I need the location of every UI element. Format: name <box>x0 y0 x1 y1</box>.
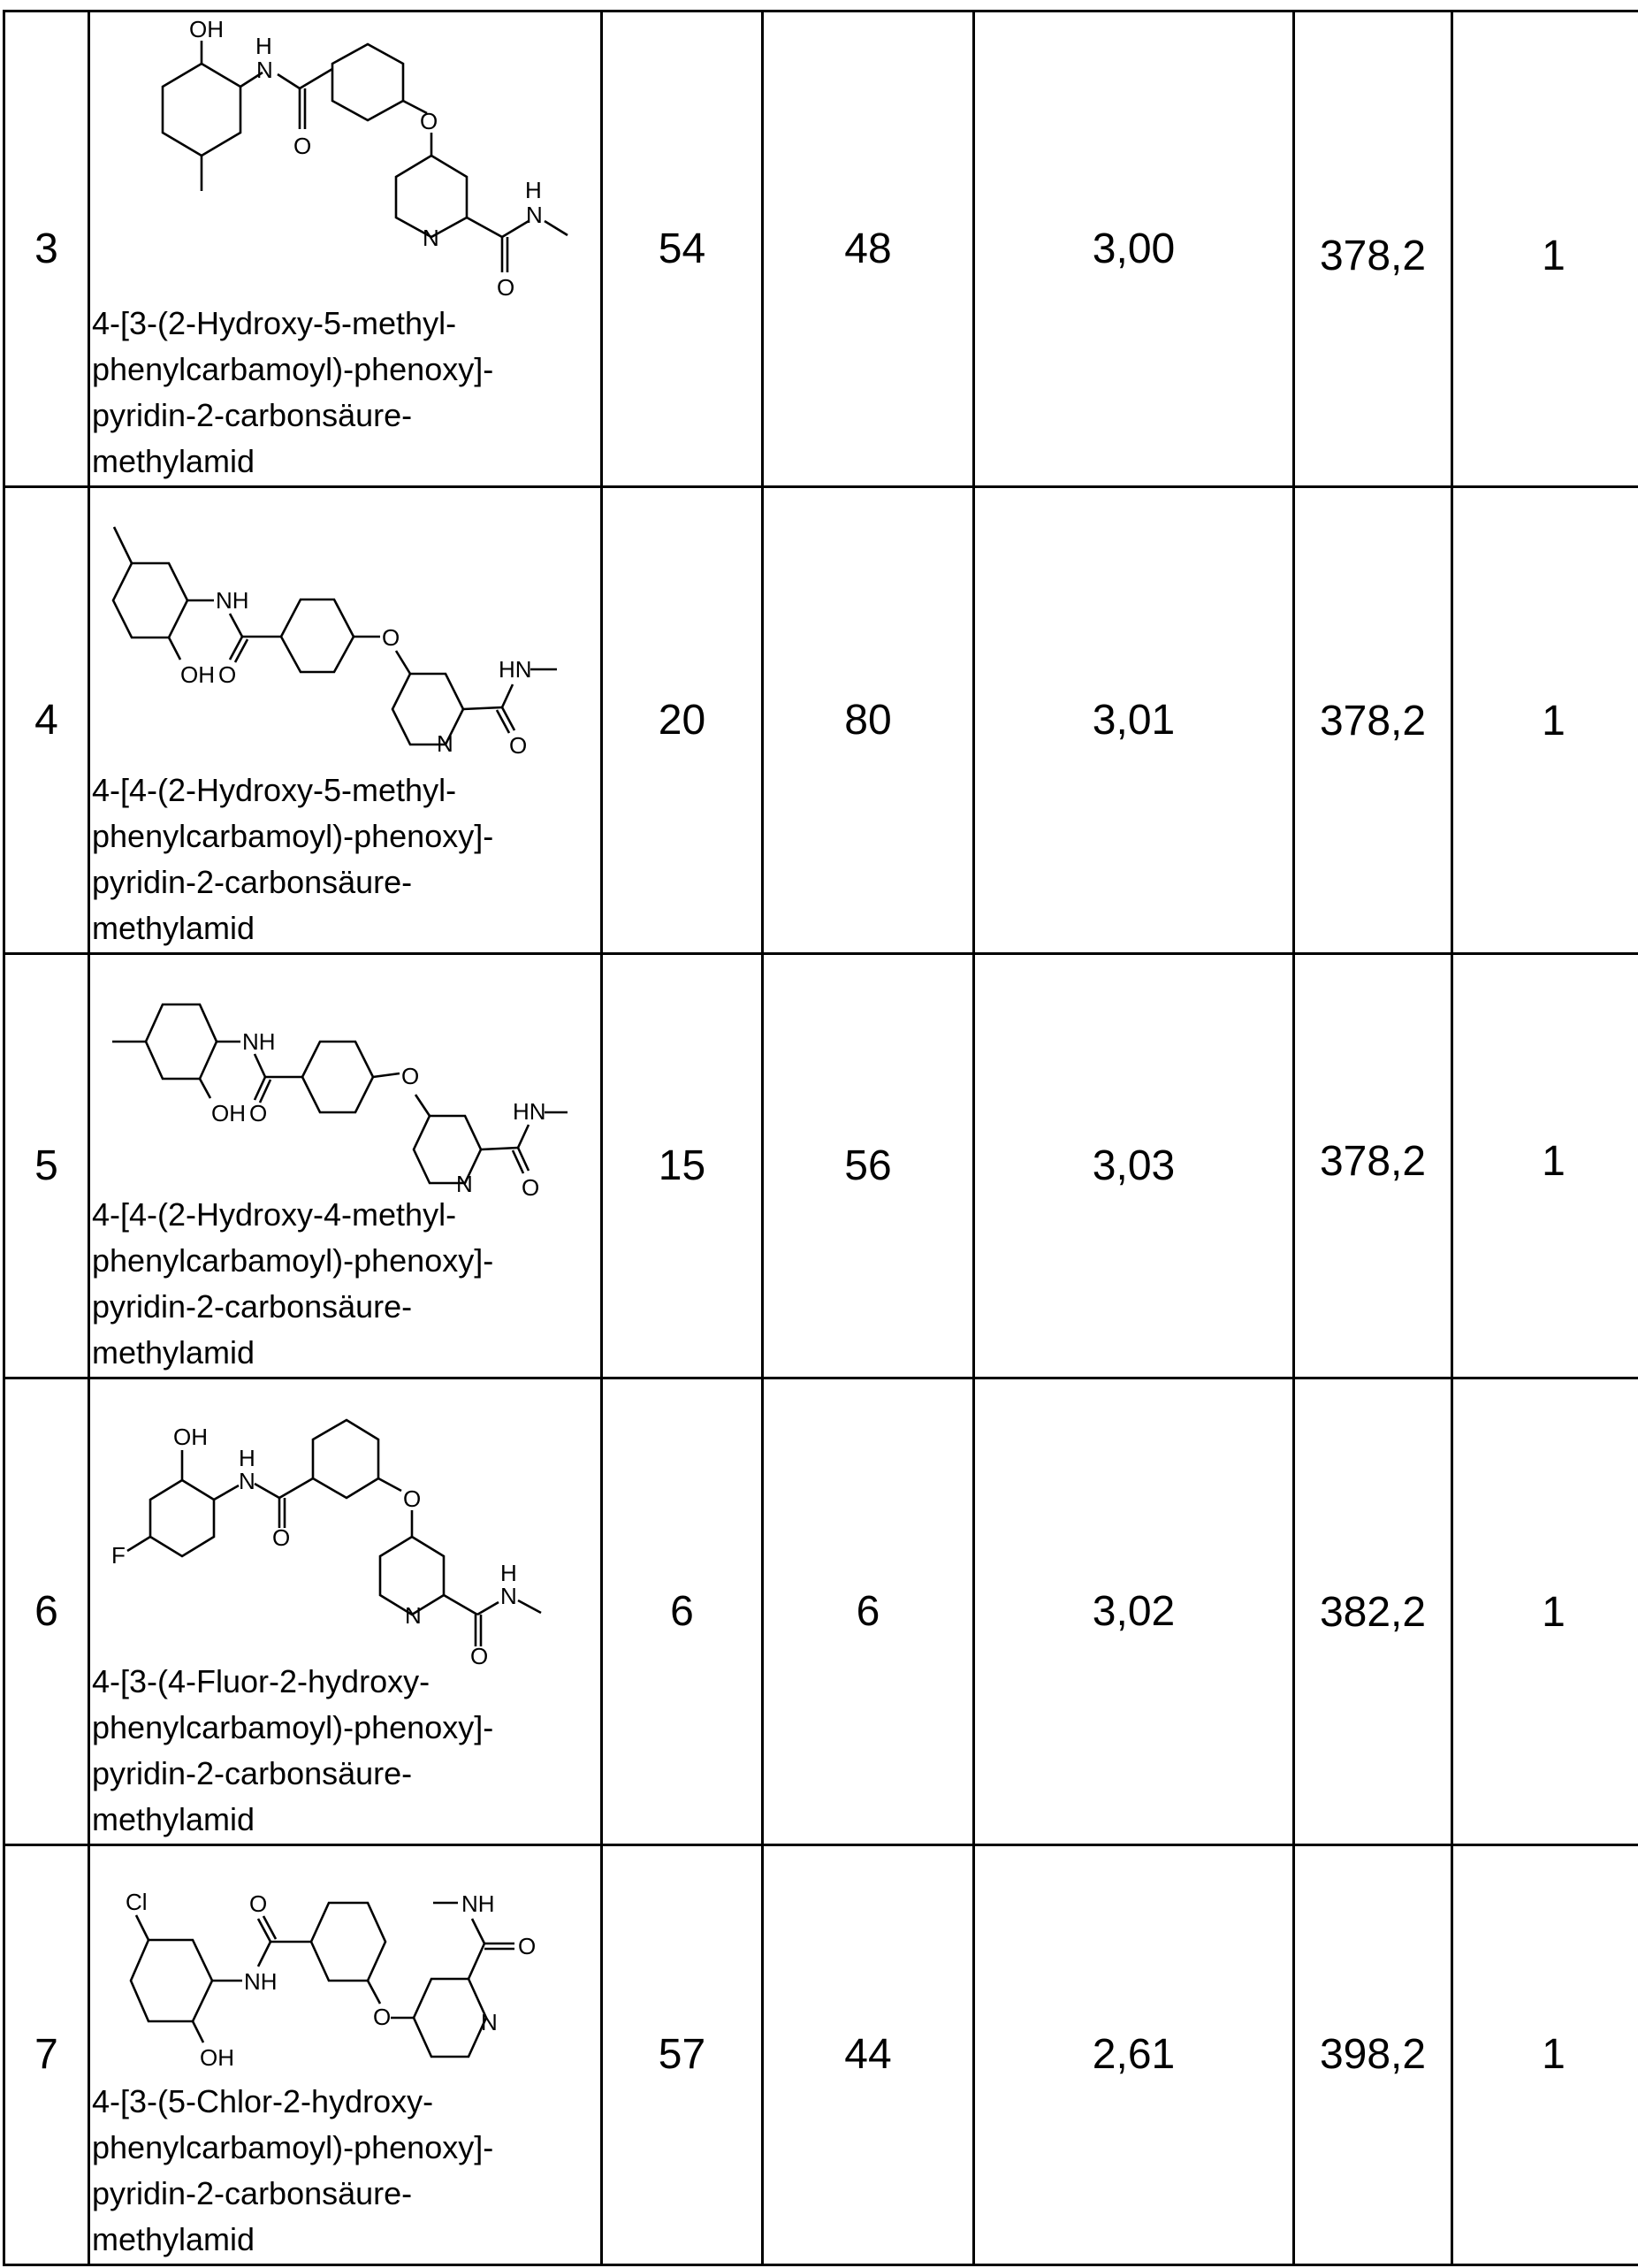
svg-text:O: O <box>509 731 528 759</box>
compound-number: 6 <box>4 1378 89 1845</box>
svg-text:OH: OH <box>180 661 215 688</box>
compound-table <box>3 10 1638 2266</box>
retention-time: 3,03 <box>974 954 1294 1378</box>
svg-text:O: O <box>420 107 438 134</box>
svg-text:O: O <box>401 1062 420 1089</box>
mass: 398,2 <box>1294 1845 1452 2265</box>
svg-text:N: N <box>437 729 453 757</box>
svg-text:HN: HN <box>513 1097 546 1125</box>
value-b: 56 <box>763 954 974 1378</box>
svg-text:OH: OH <box>189 15 224 42</box>
compound-number: 5 <box>4 954 89 1378</box>
retention-time: 3,02 <box>974 1378 1294 1845</box>
svg-text:OH: OH <box>211 1099 246 1126</box>
svg-text:O: O <box>403 1485 422 1512</box>
chemical-structure-compound-6-icon <box>90 1381 600 1673</box>
compound-name: 4-[3-(5-Chlor-2-hydroxy- phenylcarbamoyl)-phenoxy]- pyridin-2-carbonsäure- methylamid <box>92 2082 494 2257</box>
svg-text:Cl: Cl <box>126 1888 148 1915</box>
value-b: 6 <box>763 1378 974 1845</box>
value-b: 48 <box>763 11 974 487</box>
svg-text:O: O <box>518 1932 537 1959</box>
value-b: 44 <box>763 1845 974 2265</box>
table-row <box>4 1845 1638 2265</box>
chemical-structure-compound-7-icon <box>90 1848 600 2096</box>
svg-text:NH: NH <box>244 1967 278 1995</box>
retention-time: 3,00 <box>974 11 1294 487</box>
svg-text:H: H <box>239 1444 255 1471</box>
mass: 378,2 <box>1294 11 1452 487</box>
svg-text:OH: OH <box>200 2043 234 2071</box>
svg-text:NH: NH <box>461 1890 495 1917</box>
method: 1 <box>1452 487 1638 954</box>
svg-text:N: N <box>500 1582 517 1609</box>
svg-text:H: H <box>500 1559 517 1586</box>
table-row <box>4 1378 1638 1845</box>
svg-text:O: O <box>249 1890 268 1917</box>
value-a: 57 <box>602 1845 763 2265</box>
svg-text:N: N <box>239 1467 255 1494</box>
method: 1 <box>1452 1378 1638 1845</box>
table-row <box>4 954 1638 1378</box>
compound-name: 4-[4-(2-Hydroxy-4-methyl- phenylcarbamoyl)-phenoxy]- pyridin-2-carbonsäure- methylamid <box>92 1195 494 1371</box>
svg-text:N: N <box>481 2008 498 2035</box>
value-a: 54 <box>602 11 763 487</box>
structure-cell <box>89 1378 602 1845</box>
svg-text:O: O <box>470 1642 489 1669</box>
mass: 378,2 <box>1294 487 1452 954</box>
value-a: 20 <box>602 487 763 954</box>
structure-cell <box>89 487 602 954</box>
chemical-structure-compound-3-icon <box>90 14 600 306</box>
svg-text:N: N <box>423 224 439 251</box>
retention-time: 3,01 <box>974 487 1294 954</box>
svg-text:NH: NH <box>242 1027 276 1055</box>
svg-text:O: O <box>293 132 312 159</box>
mass: 382,2 <box>1294 1378 1452 1845</box>
mass: 378,2 <box>1294 954 1452 1378</box>
table-row <box>4 11 1638 487</box>
value-a: 15 <box>602 954 763 1378</box>
compound-name: 4-[4-(2-Hydroxy-5-methyl- phenylcarbamoyl)-phenoxy]- pyridin-2-carbonsäure- methylamid <box>92 771 494 946</box>
svg-text:H: H <box>255 32 272 59</box>
svg-text:O: O <box>382 623 400 651</box>
compound-name: 4-[3-(4-Fluor-2-hydroxy- phenylcarbamoyl)-phenoxy]- pyridin-2-carbonsäure- methylamid <box>92 1662 494 1837</box>
svg-text:NH: NH <box>216 586 249 614</box>
method: 1 <box>1452 11 1638 487</box>
svg-text:O: O <box>373 2003 392 2030</box>
compound-number: 7 <box>4 1845 89 2265</box>
method: 1 <box>1452 954 1638 1378</box>
svg-text:N: N <box>256 56 273 83</box>
svg-text:O: O <box>522 1173 540 1201</box>
compound-name: 4-[3-(2-Hydroxy-5-methyl- phenylcarbamoyl)-phenoxy]- pyridin-2-carbonsäure- methylamid <box>92 304 494 479</box>
value-b: 80 <box>763 487 974 954</box>
value-a: 6 <box>602 1378 763 1845</box>
svg-text:F: F <box>111 1541 126 1569</box>
svg-text:O: O <box>497 273 515 301</box>
compound-number: 4 <box>4 487 89 954</box>
structure-cell <box>89 11 602 487</box>
chemical-structure-compound-5-icon <box>90 957 600 1204</box>
method: 1 <box>1452 1845 1638 2265</box>
chemical-structure-compound-4-icon <box>90 490 600 764</box>
compound-number: 3 <box>4 11 89 487</box>
svg-text:O: O <box>218 661 237 688</box>
svg-text:N: N <box>456 1170 473 1197</box>
svg-text:H: H <box>525 176 542 203</box>
svg-text:O: O <box>249 1099 268 1126</box>
svg-text:N: N <box>405 1601 422 1629</box>
structure-cell <box>89 1845 602 2265</box>
structure-cell <box>89 954 602 1378</box>
svg-text:N: N <box>526 201 543 228</box>
table-row <box>4 487 1638 954</box>
retention-time: 2,61 <box>974 1845 1294 2265</box>
svg-text:HN: HN <box>499 655 532 683</box>
svg-text:OH: OH <box>173 1423 208 1450</box>
svg-text:O: O <box>272 1523 291 1551</box>
